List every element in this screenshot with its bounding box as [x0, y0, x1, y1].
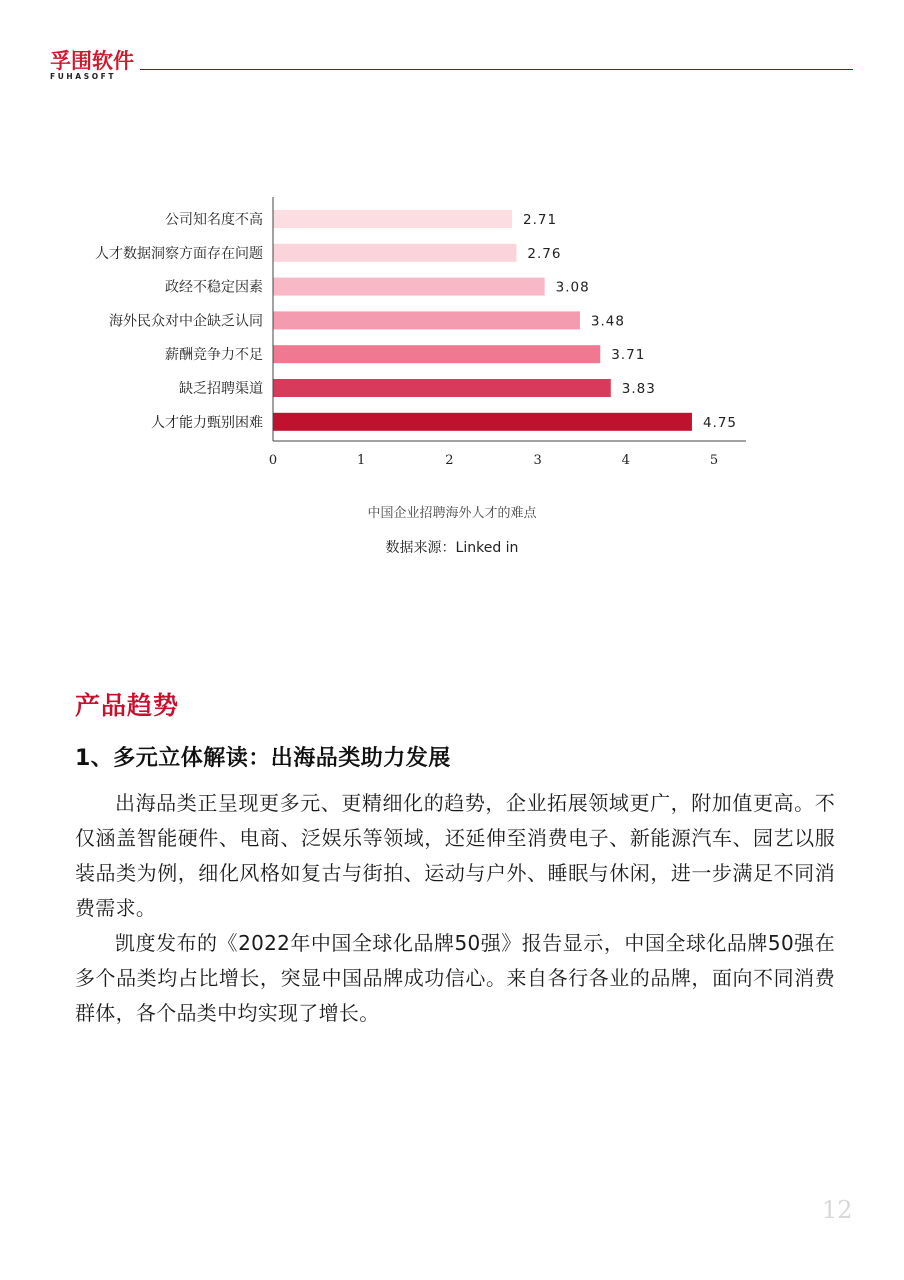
chart-bar [273, 278, 545, 296]
value-label: 4.75 [702, 414, 738, 431]
category-label: 人才能力甄别困难 [151, 414, 263, 431]
category-label: 公司知名度不高 [165, 212, 263, 228]
chart-bar [273, 413, 692, 431]
bar-chart [0, 0, 904, 480]
chart-source: 数据来源：Linked in [385, 540, 519, 556]
value-label: 3.71 [611, 347, 646, 364]
x-tick-label: 4 [621, 453, 630, 468]
x-tick-label: 1 [357, 453, 366, 468]
chart-bar [273, 311, 580, 329]
page-number: 12 [822, 1196, 853, 1224]
category-label: 缺乏招聘渠道 [179, 381, 263, 397]
category-label: 薪酬竞争力不足 [165, 347, 263, 364]
x-tick-label: 0 [268, 453, 278, 468]
paragraph-2: 凯度发布的《2022年中国全球化品牌50强》报告显示，中国全球化品牌50强在多个品类均占比增长，突显中国品牌成功信心。来自各行各业的品牌，面向不同消费群体，各个品类中均实现了增长。 [75, 931, 835, 1025]
value-label: 2.76 [527, 245, 562, 262]
value-label: 3.08 [555, 279, 590, 296]
category-label: 人才数据洞察方面存在问题 [95, 245, 263, 262]
x-tick-label: 3 [533, 453, 542, 468]
logo-chinese-name: 孚围软件 [50, 49, 134, 73]
value-label: 2.71 [523, 212, 558, 228]
chart-bar [273, 345, 600, 363]
value-label: 3.83 [621, 381, 656, 397]
value-label: 3.48 [590, 313, 625, 330]
subsection-title: 1、多元立体解读：出海品类助力发展 [75, 746, 451, 771]
chart-bar [273, 210, 512, 228]
paragraph-1: 出海品类正呈现更多元、更精细化的趋势，企业拓展领域更广，附加值更高。不仅涵盖智能硬件、电商、泛娱乐等领域，还延伸至消费电子、新能源汽车、园艺以服装品类为例，细化风格如复古与街拍、运动与户外、睡眠与休闲，进一步满足不同消费需求。 [75, 791, 835, 920]
chart-bar [273, 379, 611, 397]
logo-english-name: FUHASOFT [50, 72, 117, 81]
chart-bar [273, 244, 516, 262]
chart-title: 中国企业招聘海外人才的难点 [367, 506, 537, 521]
section-title: 产品趋势 [75, 691, 180, 720]
body-text [75, 786, 835, 1031]
x-tick-label: 5 [709, 453, 719, 468]
category-label: 政经不稳定因素 [165, 279, 263, 296]
category-label: 海外民众对中企缺乏认同 [109, 313, 263, 330]
x-tick-label: 2 [445, 453, 454, 468]
